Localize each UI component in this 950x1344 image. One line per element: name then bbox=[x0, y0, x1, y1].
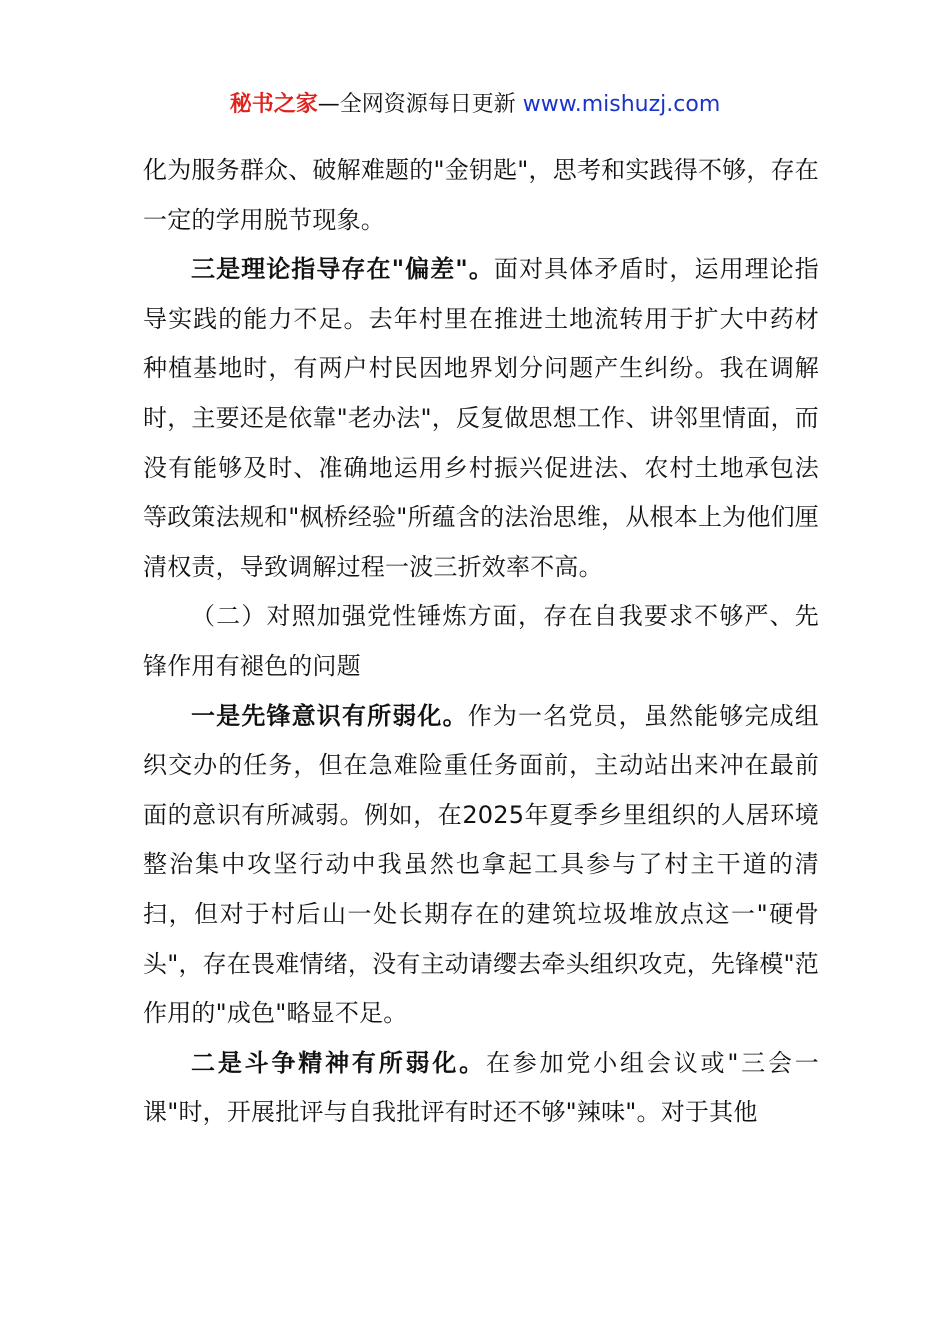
paragraph-3-text: 作为一名党员，虽然能够完成组织交办的任务，但在急难险重任务面前，主动站出来冲在最前面的意识有所减弱。例如，在2025年夏季乡里组织的人居环境整治集中攻坚行动中我虽然也拿起工具参与了村主干道的清扫，但对于村后山一处长期存在的建筑垃圾堆放点这一"硬骨头"，存在畏难情绪，没有主动请缨去牵头组织攻克，先锋模"范作用的"成色"略显不足。 bbox=[143, 701, 819, 1028]
paragraph-1-text: 化为服务群众、破解难题的"金钥匙"，思考和实践得不够，存在一定的学用脱节现象。 bbox=[143, 156, 819, 234]
paragraph-4-lead: 二是斗争精神有所弱化。 bbox=[191, 1048, 486, 1077]
paragraph-2 bbox=[143, 245, 819, 592]
section-heading-text: （二）对照加强党性锤炼方面，存在自我要求不够严、先锋作用有褪色的问题 bbox=[143, 602, 819, 680]
paragraph-2-lead: 三是理论指导存在"偏差"。 bbox=[191, 255, 494, 284]
site-header bbox=[0, 88, 950, 122]
brand-name: 秘书之家 bbox=[229, 92, 318, 117]
paragraph-3 bbox=[143, 692, 819, 1039]
paragraph-4-text: 在参加党小组会议或"三会一课"时，开展批评与自我批评有时还不够"辣味"。对于其他 bbox=[143, 1048, 820, 1127]
document-body bbox=[143, 146, 819, 1138]
section-heading bbox=[143, 592, 819, 691]
paragraph-3-lead: 一是先锋意识有所弱化。 bbox=[191, 701, 468, 730]
header-tagline: —全网资源每日更新 bbox=[317, 92, 523, 117]
paragraph-4 bbox=[143, 1039, 819, 1138]
paragraph-1 bbox=[143, 146, 819, 245]
paragraph-2-text: 面对具体矛盾时，运用理论指导实践的能力不足。去年村里在推进土地流转用于扩大中药材种植基地时，有两户村民因地界划分问题产生纠纷。我在调解时，主要还是依靠"老办法"，反复做思想工作、讲邻里情面，而没有能够及时、准确地运用乡村振兴促进法、农村土地承包法等政策法规和"枫桥经验"所蕴含的法治思维，从根本上为他们厘清权责，导致调解过程一波三折效率不高。 bbox=[143, 255, 819, 581]
site-url-link[interactable]: www.mishuzj.com bbox=[522, 92, 721, 117]
